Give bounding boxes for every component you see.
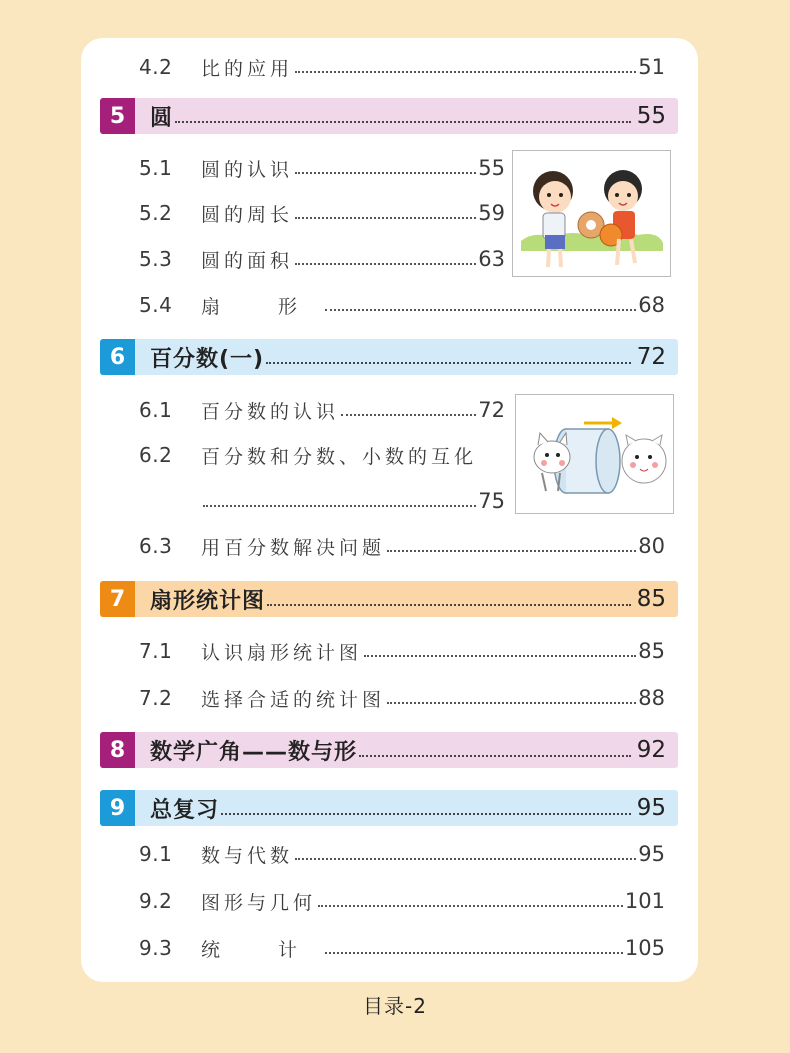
entry-number: 5.2 bbox=[139, 201, 173, 225]
entry-page: 51 bbox=[638, 55, 665, 79]
dot-leader bbox=[325, 309, 636, 311]
entry-page: 88 bbox=[638, 686, 665, 710]
toc-entry-5-1[interactable] bbox=[139, 153, 505, 183]
toc-entry-7-1[interactable] bbox=[139, 636, 665, 666]
entry-number: 9.3 bbox=[139, 936, 173, 960]
chapter-page: 85 bbox=[636, 586, 666, 612]
toc-entry-6-2[interactable] bbox=[139, 440, 505, 470]
entry-page: 101 bbox=[624, 889, 665, 913]
chapter-badge: 8 bbox=[100, 732, 135, 768]
entry-page: 85 bbox=[638, 639, 665, 663]
chapter-badge: 7 bbox=[100, 581, 135, 617]
dot-leader bbox=[266, 362, 631, 364]
chapter-page: 72 bbox=[636, 344, 666, 370]
entry-title: 图形与几何 bbox=[201, 891, 317, 914]
dot-leader bbox=[325, 952, 623, 954]
entry-page: 80 bbox=[638, 534, 665, 558]
entry-number: 9.1 bbox=[139, 842, 173, 866]
chapter-title: 扇形统计图 bbox=[150, 588, 266, 614]
dot-leader bbox=[295, 172, 476, 174]
chapter-badge: 6 bbox=[100, 339, 135, 375]
entry-page: 68 bbox=[638, 293, 665, 317]
chapter-title: 数学广角——数与形 bbox=[150, 739, 358, 765]
entry-title: 百分数和分数、小数的互化 bbox=[201, 445, 478, 468]
dot-leader bbox=[203, 505, 476, 507]
toc-entry-9-1[interactable] bbox=[139, 839, 665, 869]
dot-leader bbox=[295, 71, 636, 73]
dot-leader bbox=[295, 858, 636, 860]
dot-leader bbox=[318, 905, 623, 907]
chapter-6-header[interactable] bbox=[100, 339, 678, 375]
entry-title: 扇 形 bbox=[201, 295, 324, 318]
entry-title: 选择合适的统计图 bbox=[201, 688, 386, 711]
chapter-title: 圆 bbox=[150, 105, 174, 131]
dot-leader bbox=[387, 550, 636, 552]
entry-page: 63 bbox=[478, 247, 505, 271]
toc-entry-9-3[interactable] bbox=[139, 933, 665, 963]
entry-title: 比的应用 bbox=[201, 57, 294, 80]
entry-page: 95 bbox=[638, 842, 665, 866]
chapter-page: 92 bbox=[636, 737, 666, 763]
toc-entry-9-2[interactable] bbox=[139, 886, 665, 916]
entry-number: 5.4 bbox=[139, 293, 173, 317]
chapter-title: 总复习 bbox=[150, 797, 220, 823]
chapter-7-header[interactable] bbox=[100, 581, 678, 617]
dot-leader bbox=[387, 702, 636, 704]
boys-playing-ball-icon bbox=[512, 150, 671, 277]
entry-page: 55 bbox=[478, 156, 505, 180]
toc-entry-6-2-continuation[interactable] bbox=[201, 486, 505, 516]
chapter-title: 百分数(一) bbox=[150, 346, 265, 372]
entry-title: 数与代数 bbox=[201, 844, 294, 867]
entry-number: 4.2 bbox=[139, 55, 173, 79]
entry-number: 6.1 bbox=[139, 398, 173, 422]
entry-page: 72 bbox=[478, 398, 505, 422]
entry-page: 59 bbox=[478, 201, 505, 225]
entry-number: 9.2 bbox=[139, 889, 173, 913]
chapter-page: 95 bbox=[636, 795, 666, 821]
toc-entry-5-3[interactable] bbox=[139, 244, 505, 274]
chapter-badge: 9 bbox=[100, 790, 135, 826]
chapter-9-header[interactable] bbox=[100, 790, 678, 826]
entry-title: 圆的周长 bbox=[201, 203, 294, 226]
entry-title: 统 计 bbox=[201, 938, 324, 961]
dot-leader bbox=[295, 263, 476, 265]
chapter-badge: 5 bbox=[100, 98, 135, 134]
entry-number: 6.3 bbox=[139, 534, 173, 558]
chapter-page: 55 bbox=[636, 103, 666, 129]
toc-entry-4-2[interactable] bbox=[139, 52, 665, 82]
page-footer: 目录-2 bbox=[363, 994, 427, 1018]
entry-title: 圆的认识 bbox=[201, 158, 294, 181]
entry-number: 6.2 bbox=[139, 443, 173, 467]
entry-title: 认识扇形统计图 bbox=[201, 641, 363, 664]
entry-number: 5.1 bbox=[139, 156, 173, 180]
chapter-5-header[interactable] bbox=[100, 98, 678, 134]
toc-entry-6-3[interactable] bbox=[139, 531, 665, 561]
dot-leader bbox=[175, 121, 631, 123]
entry-number: 7.1 bbox=[139, 639, 173, 663]
dot-leader bbox=[267, 604, 631, 606]
toc-entry-5-4[interactable] bbox=[139, 290, 665, 320]
entry-title: 圆的面积 bbox=[201, 249, 294, 272]
toc-entry-6-1[interactable] bbox=[139, 395, 505, 425]
dot-leader bbox=[341, 414, 476, 416]
chapter-8-header[interactable] bbox=[100, 732, 678, 768]
toc-entry-5-2[interactable] bbox=[139, 198, 505, 228]
entry-page: 105 bbox=[624, 936, 665, 960]
entry-title: 用百分数解决问题 bbox=[201, 536, 386, 559]
entry-number: 5.3 bbox=[139, 247, 173, 271]
entry-page: 75 bbox=[478, 489, 505, 513]
dot-leader bbox=[359, 755, 631, 757]
entry-number: 7.2 bbox=[139, 686, 173, 710]
toc-entry-7-2[interactable] bbox=[139, 683, 665, 713]
dot-leader bbox=[221, 813, 631, 815]
dot-leader bbox=[295, 217, 476, 219]
entry-title: 百分数的认识 bbox=[201, 400, 340, 423]
cat-and-bun-rolling-cylinder-icon bbox=[515, 394, 674, 514]
dot-leader bbox=[364, 655, 636, 657]
